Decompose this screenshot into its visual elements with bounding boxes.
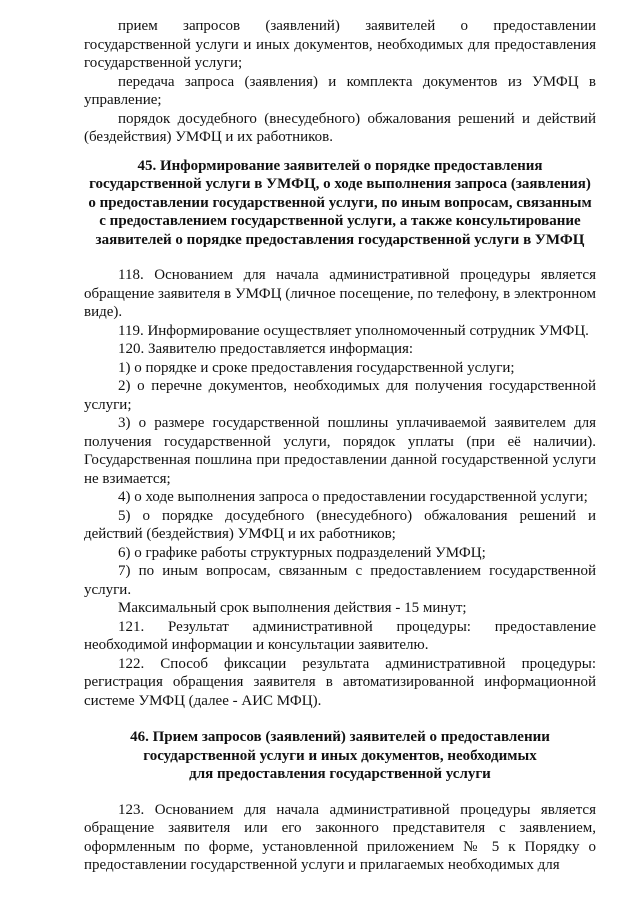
list-item-3: 3) о размере государственной пошлины уплачиваемой заявителем для получения государственной услуги, порядок уплаты (при её наличии). Государственная пошлина при предоставлении данной государственной услуги не взимается;	[84, 415, 596, 487]
paragraph-122: 122. Способ фиксации результата административной процедуры: регистрация обращения заявителя в автоматизированной информационной системе УМФЦ (далее - АИС МФЦ).	[84, 655, 596, 709]
paragraph-120: 120. Заявителю предоставляется информация:	[118, 341, 414, 357]
heading-line: 46. Прием запросов (заявлений) заявителей о предоставлении	[130, 729, 550, 745]
heading-line: государственной услуги в УМФЦ, о ходе выполнения запроса (заявления)	[89, 176, 591, 192]
intro-item: порядок досудебного (внесудебного) обжалования решений и действий (бездействия) УМФЦ и их работников.	[84, 110, 596, 145]
intro-item: прием запросов (заявлений) заявителей о предоставлении государственной услуги и иных документов, необходимых для предоставления государственной услуги;	[84, 18, 596, 71]
heading-line: о предоставлении государственной услуги, по иным вопросам, связанным	[88, 194, 592, 211]
intro-item: передача запроса (заявления) и комплекта документов из УМФЦ в управление;	[84, 73, 596, 108]
paragraph-118: 118. Основанием для начала административной процедуры является обращение заявителя в УМФЦ (личное посещение, по телефону, в электронном виде).	[84, 267, 596, 320]
list-item-2: 2) о перечне документов, необходимых для получения государственной услуги;	[84, 378, 596, 413]
document-page	[84, 17, 596, 875]
heading-line: для предоставления государственной услуги	[189, 766, 491, 782]
heading-line: заявителей о порядке предоставления государственной услуги в УМФЦ	[95, 231, 585, 248]
list-item-5: 5) о порядке досудебного (внесудебного) обжалования решений и действий (бездействия) УМФЦ и их работников;	[84, 507, 596, 542]
list-item-4: 4) о ходе выполнения запроса о предоставлении государственной услуги;	[118, 489, 588, 505]
list-item-6: 6) о графике работы структурных подразделений УМФЦ;	[118, 544, 486, 561]
section-45-heading	[84, 157, 596, 250]
heading-line: государственной услуги и иных документов, необходимых	[143, 747, 537, 764]
paragraph-121: 121. Результат административной процедуры: предоставление необходимой информации и консультации заявителю.	[84, 618, 596, 653]
section-46-heading	[84, 728, 596, 784]
paragraph-123: 123. Основанием для начала административной процедуры является обращение заявителя или его законного представителя с заявлением, оформленным по форме, установленной приложением № 5 к Порядку о предоставлении государственной услуги и прилагаемых необходимых для	[84, 801, 596, 873]
heading-line: 45. Информирование заявителей о порядке предоставления	[137, 157, 543, 174]
paragraph-119: 119. Информирование осуществляет уполномоченный сотрудник УМФЦ.	[118, 322, 589, 339]
max-time-note: Максимальный срок выполнения действия - 15 минут;	[118, 600, 467, 616]
list-item-7: 7) по иным вопросам, связанным с предоставлением государственной услуги.	[84, 563, 596, 598]
heading-line: с предоставлением государственной услуги, а также консультирование	[99, 213, 581, 229]
list-item-1: 1) о порядке и сроке предоставления государственной услуги;	[118, 359, 515, 376]
